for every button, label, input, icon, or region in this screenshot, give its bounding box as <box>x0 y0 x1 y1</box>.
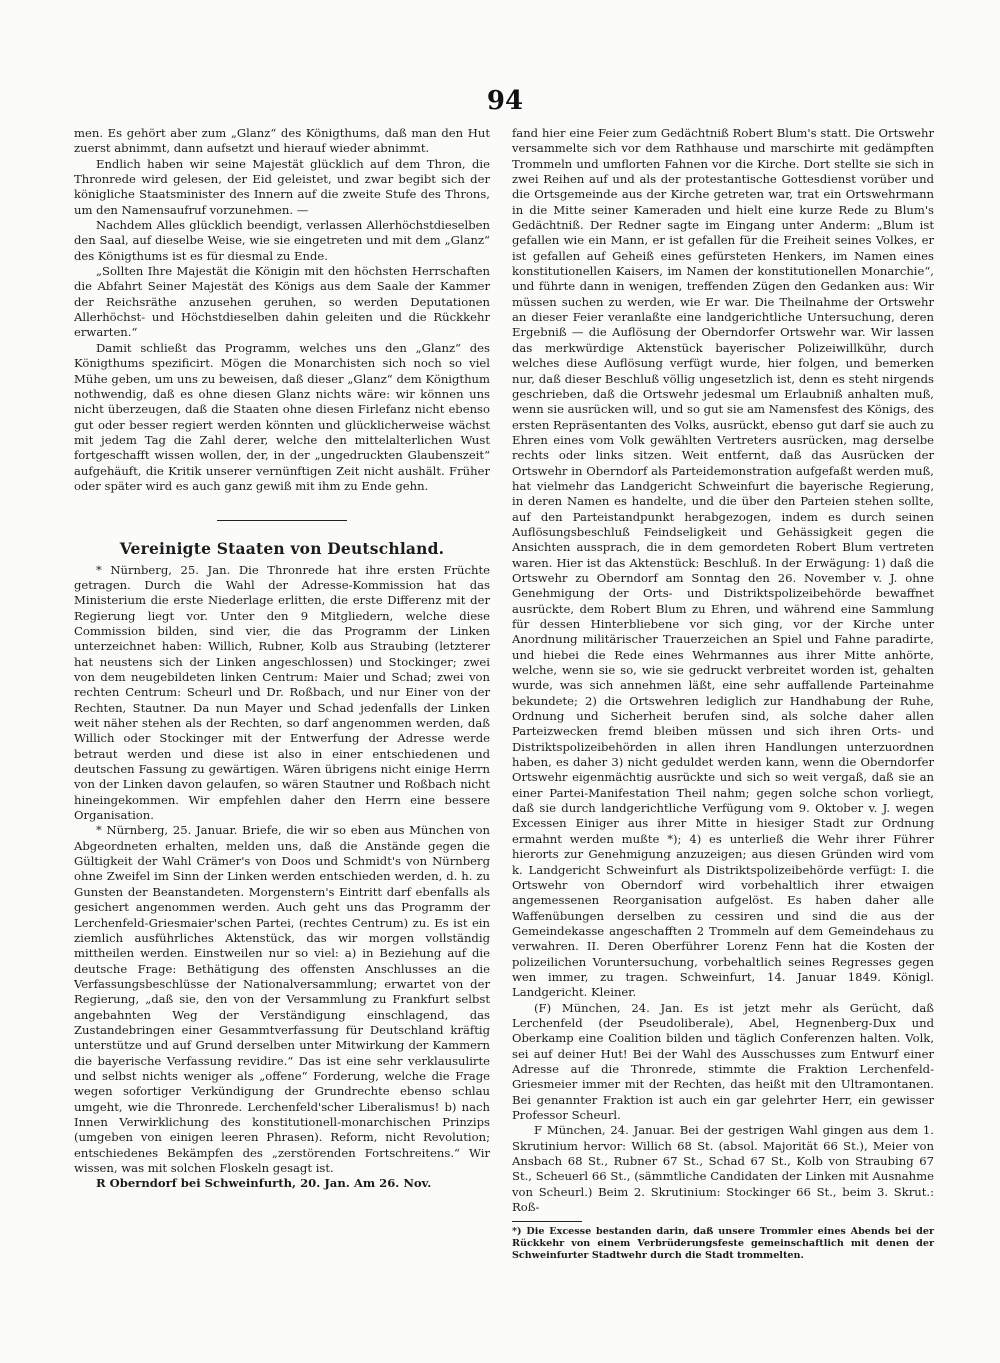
page-number: 94 <box>486 86 524 116</box>
footnote: *) Die Excesse bestanden darin, daß unsere Trommler eines Abends bei der Rückkehr von einem Verbrüderungsfeste gemeinschaftlich mit denen der Schweinfurter Stadtwehr durch die Stadt trommelten. <box>512 1226 934 1262</box>
right-column <box>512 126 934 1262</box>
paragraph: Nachdem Alles glücklich beendigt, verlassen Allerhöchstdieselben den Saal, auf dieselbe Weise, wie sie eingetreten und mit dem „Glanz“ des Königthums ist es für diesmal zu Ende. <box>74 218 490 263</box>
article-paragraph: * Nürnberg, 25. Januar. Briefe, die wir so eben aus München von Abgeordneten erhalten, melden uns, daß die Anstände gegen die Gültigkeit der Wahl Crämer's von Doos und Schmidt's von Nürnberg ohne Zweifel im Sinn der Linken werden entschieden werden, d. h. zu Gunsten der Beanstandeten. Morgenstern's Eintritt darf ebenfalls als gesichert angenommen werden. Auch geht uns das Programm der Lerchenfeld-Griesmaier'schen Partei, (rechtes Centrum) zu. Es ist ein ziemlich ausführliches Aktenstück, das wir morgen vollständig mittheilen werden. Einstweilen nur so viel: a) in Beziehung auf die deutsche Frage: Bethätigung des offensten Anschlusses an die Verfassungsbeschlüsse der Nationalversammlung; erwartet von der Regierung, „daß sie, den von der Versammlung zu Frankfurt selbst angebahnten Weg der Verständigung einschlagend, das Zustandebringen einer Gesammtverfassung für Deutschland kräftig unterstütze und auf Grund derselben unter Mitwirkung der Kammern die bayerische Verfassung revidire.“ Das ist eine sehr verklausulirte und selbst nichts weniger als „offene“ Forderung, welche die Frage wegen sofortiger Verkündigung der Grundrechte ebenso schlau umgeht, wie die Thronrede. Lerchenfeld'scher Liberalismus! b) nach Innen Verwirklichung des konstitutionell-monarchischen Prinzips (umgeben von einigen leeren Phrasen). Reform, nicht Revolution; entschiedenes Bekämpfen des „zerstörenden Fortschreitens.“ Wir wissen, was mit solchen Floskeln gesagt ist. <box>74 823 490 1175</box>
paragraph: Damit schließt das Programm, welches uns den „Glanz“ des Königthums spezificirt. Mögen die Monarchisten sich noch so viel Mühe geben, um uns zu beweisen, daß dieser „Glanz“ dem Königthum nothwendig, daß es ohne diesen Glanz nichts wäre: wir können uns nicht überzeugen, daß die Staaten ohne diesen Firlefanz nicht ebenso gut oder besser regiert werden könnten und glücklicherweise wächst mit jedem Tag die Zahl derer, welche den mittelalterlichen Wust fortgeschafft wissen wollen, der, in der „ungedruckten Glaubenszeit“ aufgehäuft, die Kritik unserer vernünftigen Zeit nicht aushält. Früher oder später wird es auch ganz gewiß mit ihm zu Ende gehn. <box>74 340 490 493</box>
article-paragraph: * Nürnberg, 25. Jan. Die Thronrede hat ihre ersten Früchte getragen. Durch die Wahl der Adresse-Kommission hat das Ministerium die erste Niederlage erlitten, die erste Differenz mit der Regierung liegt vor. Unter den 9 Mitgliedern, welche diese Commission bilden, sind vier, die das Programm der Linken unterzeichnet haben: Willich, Rubner, Kolb aus Straubing (letzterer hat neustens sich der Linken angeschlossen) und Stockinger; zwei von dem neugebildeten linken Centrum: Maier und Schad; zwei von rechten Centrum: Scheurl und Dr. Roßbach, und nur Einer von der Rechten, Stautner. Da nun Mayer und Schad jedenfalls der Linken weit näher stehen als der Rechten, so darf angenommen werden, daß Willich oder Stockinger mit der Entwerfung der Adresse werde betraut werden und diese ist also in einer entschiedenen und deutschen Fassung zu gewärtigen. Wären übrigens nicht einige Herrn von der Linken davon gelaufen, so wären Stautner und Roßbach nicht hineingekommen. Wir empfehlen daher den Herrn eine bessere Organisation. <box>74 562 490 823</box>
paragraph: men. Es gehört aber zum „Glanz“ des Königthums, daß man den Hut zuerst abnimmt, dann aufsetzt und hierauf wieder abnimmt. <box>74 126 490 156</box>
paragraph: F München, 24. Januar. Bei der gestrigen Wahl gingen aus dem 1. Skrutinium hervor: Willich 68 St. (absol. Majorität 66 St.), Meier von Ansbach 68 St., Rubner 67 St., Schad 67 St., Kolb von Straubing 67 St., Scheuerl 66 St., (sämmtliche Candidaten der Linken mit Ausnahme von Scheurl.) Beim 2. Skrutinium: Stockinger 66 St., beim 3. Skrut.: Roß- <box>512 1123 934 1215</box>
paragraph: Endlich haben wir seine Majestät glücklich auf dem Thron, die Thronrede wird gelesen, der Eid geleistet, und zwar begibt sich der königliche Staatsminister des Innern auf die zweite Stufe des Throns, um den Namensaufruf vorzunehmen. — <box>74 156 490 217</box>
section-divider <box>217 520 347 521</box>
paragraph: fand hier eine Feier zum Gedächtniß Robert Blum's statt. Die Ortswehr versammelte sich vor dem Rathhause und marschirte mit gedämpften Trommeln und umflorten Fahnen vor die Kirche. Dort stellte sie sich in zwei Reihen auf und als der protestantische Gottesdienst vorüber und die Ortsgemeinde aus der Kirche getreten war, trat ein Ortswehrmann in die Mitte seiner Kameraden und hielt eine kurze Rede zu Blum's Gedächtniß. Der Redner sagte im Eingang unter Anderm: „Blum ist gefallen wie ein Mann, er ist gefallen für die Freiheit seines Volkes, er ist gefallen auf Geheiß eines gefürsteten Henkers, im Namen eines konstitutionellen Kaisers, im Namen der konstitutionellen Monarchie“, und führte dann in wenigen, treffenden Zügen den Gedanken aus: Wir müssen suchen zu werden, wie Er war. Die Theilnahme der Ortswehr an dieser Feier veranlaßte eine landgerichtliche Untersuchung, deren Ergebniß — die Auflösung der Oberndorfer Ortswehr war. Wir lassen das merkwürdige Aktenstück bayerischer Polizeiwillkühr, durch welches diese Auflösung verfügt wurde, hier folgen, und bemerken nur, daß dieser Beschluß völlig ungesetzlich ist, denn es steht nirgends geschrieben, daß die Ortswehr jedesmal um Erlaubniß anhalten muß, wenn sie ausrücken will, und so gut sie am Namensfest des Königs, des ersten Repräsentanten des Volks, ausrückt, ebenso gut darf sie auch zu Ehren eines vom Volk gewählten Vertreters ausrücken, mag derselbe rechts oder links sitzen. Weit entfernt, daß das Ausrücken der Ortswehr in Oberndorf als Parteidemonstration aufgefaßt werden muß, hat vielmehr das Landgericht Schweinfurt die bayerische Regierung, in deren Namen es handelte, und die über den Parteien stehen sollte, auf den Parteistandpunkt herabgezogen, indem es durch seinen Auflösungsbeschluß Feindseligkeit und Gehässigkeit gegen die Ansichten aussprach, die in dem gemordeten Robert Blum vertreten waren. Hier ist das Aktenstück: Beschluß. In der Erwägung: 1) daß die Ortswehr zu Oberndorf am Sonntag den 26. November v. J. ohne Genehmigung der Orts- und Distriktspolizeibehörde bewaffnet ausrückte, dem Robert Blum zu Ehren, und während eine Sammlung für dessen Hinterbliebene vor sich ging, vor der Kirche unter Anordnung militärischer Trauerzeichen an Spiel und Fahne paradirte, und hiebei die Rede eines Wehrmannes aus ihrer Mitte anhörte, welche, wenn sie so, wie sie gedruckt verbreitet worden ist, gehalten wurde, was sich annehmen läßt, eine sehr auffallende Parteinahme bekundete; 2) die Ortswehren lediglich zur Handhabung der Ruhe, Ordnung und Sicherheit berufen sind, als solche daher allen Parteizwecken fremd bleiben müssen und sich ihren Orts- und Distriktspolizeibehörden in allen ihren Handlungen unterzuordnen haben, es daher 3) nicht geduldet werden kann, wenn die Oberndorfer Ortswehr eigenmächtig ausrückte und sich so weit vergaß, daß sie an einer Partei-Manifestation Theil nahm; gegen solche schon vorliegt, daß sie durch landgerichtliche Verfügung vom 9. Oktober v. J. wegen Excessen Einiger aus ihrer Mitte in hiesiger Stadt zur Ordnung ermahnt werden mußte *); 4) es unterließ die Wehr ihrer Führer hierorts zur Genehmigung anzuzeigen; aus diesen Gründen wird vom k. Landgericht Schweinfurt als Distriktspolizeibehörde verfügt: I. die Ortswehr von Oberndorf wird vorbehaltlich ihrer etwaigen angemessenen Reorganisation aufgelöst. Es haben daher alle Waffenübungen derselben zu cessiren und sind die aus der Gemeindekasse angeschafften 2 Trommeln auf dem Gemeindehaus zu verwahren. II. Deren Oberführer Lorenz Fenn hat die Kosten der polizeilichen Voruntersuchung, vorbehaltlich seines Regresses gegen wen immer, zu tragen. Schweinfurt, 14. Januar 1849. Königl. Landgericht. Kleiner. <box>512 126 934 1000</box>
footnote-divider <box>512 1221 582 1222</box>
paragraph: „Sollten Ihre Majestät die Königin mit den höchsten Herrschaften die Abfahrt Seiner Majestät des Königs aus dem Saale der Kammer der Reichsräthe anzusehen geruhen, so werden Deputationen Allerhöchst- und Höchstdieselben dahin geleiten und die Rückkehr erwarten.“ <box>74 264 490 340</box>
section-heading: Vereinigte Staaten von Deutschland. <box>119 539 445 559</box>
article-dateline: R Oberndorf bei Schweinfurth, 20. Jan. Am 26. Nov. <box>96 1176 432 1191</box>
left-column <box>74 126 490 1192</box>
paragraph: (F) München, 24. Jan. Es ist jetzt mehr als Gerücht, daß Lerchenfeld (der Pseudoliberale), Abel, Hegnenberg-Dux und Oberkamp eine Coalition bilden und täglich Conferenzen halten. Volk, sei auf deiner Hut! Bei der Wahl des Ausschusses zum Entwurf einer Adresse auf die Thronrede, stimmte die Fraktion Lerchenfeld-Griesmeier immer mit der Rechten, das heißt mit den Ultramontanen. Bei genannter Fraktion ist auch ein gar gelehrter Herr, ein gewisser Professor Scheurl. <box>512 1000 934 1122</box>
